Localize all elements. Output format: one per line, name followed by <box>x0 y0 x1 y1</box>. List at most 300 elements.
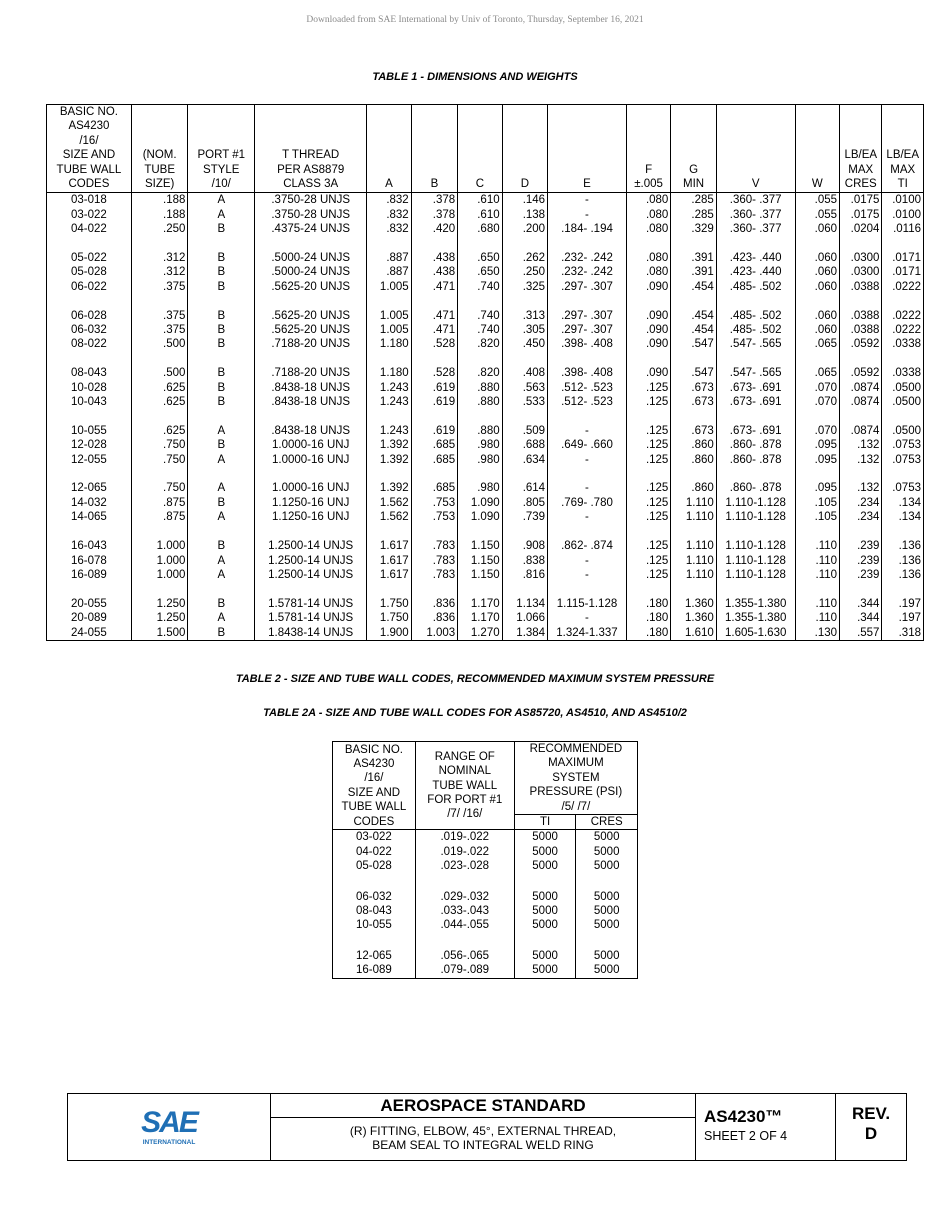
table-cell: A <box>188 510 255 524</box>
table-cell: .138 <box>502 208 547 222</box>
table-cell: 1.750 <box>367 597 411 611</box>
table-cell: .234 <box>840 510 882 524</box>
table-cell: .625 <box>131 381 188 395</box>
table-cell: 5000 <box>514 918 576 932</box>
table-row <box>47 597 924 611</box>
table-cell: .423- .440 <box>716 251 795 265</box>
table-cell: 04-022 <box>47 222 132 236</box>
table-cell: .980 <box>458 481 502 495</box>
table-cell: 1.392 <box>367 453 411 467</box>
column-header: LB/EA MAX CRES <box>840 105 882 193</box>
table-cell: 1.8438-14 UNJS <box>255 626 367 641</box>
table-header-row <box>47 105 924 193</box>
table-cell: .547- .565 <box>716 366 795 380</box>
table-row <box>47 323 924 337</box>
table1-title: TABLE 1 - DIMENSIONS AND WEIGHTS <box>372 71 578 83</box>
column-header: (NOM. TUBE SIZE) <box>131 105 188 193</box>
table-cell: .471 <box>411 309 457 323</box>
table-cell: .673- .691 <box>716 424 795 438</box>
table-cell: B <box>188 309 255 323</box>
table-cell: 1.110 <box>671 568 716 582</box>
table-cell: 1.170 <box>458 597 502 611</box>
table-cell: .250 <box>131 222 188 236</box>
table-cell: 1.617 <box>367 568 411 582</box>
table-cell: .8438-18 UNJS <box>255 424 367 438</box>
table-cell: .095 <box>795 438 839 452</box>
table-cell: .673- .691 <box>716 395 795 409</box>
table-cell: .391 <box>671 251 716 265</box>
table-cell: .375 <box>131 323 188 337</box>
table-row <box>47 626 924 641</box>
header-cres: CRES <box>576 815 638 830</box>
table-cell: - <box>548 193 627 208</box>
table-cell: .305 <box>502 323 547 337</box>
table-cell: .680 <box>458 222 502 236</box>
table-cell: 06-028 <box>47 309 132 323</box>
table-cell: 16-078 <box>47 554 132 568</box>
table-row <box>47 381 924 395</box>
table-row <box>47 193 924 208</box>
table-cell: .125 <box>626 568 670 582</box>
table-cell: .184- .194 <box>548 222 627 236</box>
table-cell: .065 <box>795 337 839 351</box>
column-header: W <box>795 105 839 193</box>
table-cell: .673 <box>671 381 716 395</box>
table-cell: B <box>188 337 255 351</box>
spacer-row <box>47 409 924 423</box>
table-row <box>47 554 924 568</box>
spacer-row <box>333 874 638 890</box>
table-cell: 1.110 <box>671 554 716 568</box>
table-cell: .4375-24 UNJS <box>255 222 367 236</box>
table-cell: .019-.022 <box>415 830 514 845</box>
table-cell: .325 <box>502 280 547 294</box>
table-cell: .070 <box>795 395 839 409</box>
table-cell: .110 <box>795 554 839 568</box>
table-cell: .836 <box>411 611 457 625</box>
table-cell: 1.900 <box>367 626 411 641</box>
table-cell: 24-055 <box>47 626 132 641</box>
table-row <box>47 539 924 553</box>
table-cell: .060 <box>795 265 839 279</box>
table-cell: 1.562 <box>367 496 411 510</box>
table-cell: B <box>188 597 255 611</box>
table-cell: .375 <box>131 309 188 323</box>
table-cell: 5000 <box>514 963 576 978</box>
table-cell: .408 <box>502 366 547 380</box>
table-cell: .239 <box>840 539 882 553</box>
table-cell: .0222 <box>882 280 924 294</box>
table-cell: .423- .440 <box>716 265 795 279</box>
table-cell: .547 <box>671 337 716 351</box>
table-cell: B <box>188 496 255 510</box>
table-cell: .080 <box>626 251 670 265</box>
download-note: Downloaded from SAE International by Univ of Toronto, Thursday, September 16, 2021 <box>306 15 644 25</box>
revision <box>836 1094 906 1160</box>
table-cell: - <box>548 554 627 568</box>
standard-number: AS4230™ <box>704 1107 783 1126</box>
table-cell: .614 <box>502 481 547 495</box>
table-cell: .8438-18 UNJS <box>255 381 367 395</box>
table-cell: A <box>188 453 255 467</box>
table2a-title: TABLE 2A - SIZE AND TUBE WALL CODES FOR AS85720, AS4510, AND AS4510/2 <box>263 707 687 719</box>
table-row <box>47 481 924 495</box>
table-cell: 5000 <box>576 859 638 873</box>
table-row <box>333 904 638 918</box>
table-cell: 1.250 <box>131 611 188 625</box>
table-row <box>47 366 924 380</box>
table-cell: - <box>548 568 627 582</box>
table-cell: 16-089 <box>333 963 416 978</box>
table-cell: .060 <box>795 251 839 265</box>
table-cell: .0100 <box>882 208 924 222</box>
table-cell: .360- .377 <box>716 222 795 236</box>
title-block <box>67 1093 907 1161</box>
table-cell: .753 <box>411 496 457 510</box>
table-cell: 12-065 <box>333 949 416 963</box>
table-cell: B <box>188 438 255 452</box>
table-cell: 5000 <box>514 845 576 859</box>
table-cell: .908 <box>502 539 547 553</box>
column-header: E <box>548 105 627 193</box>
table-cell: 1.110-1.128 <box>716 510 795 524</box>
table-cell: B <box>188 222 255 236</box>
table-cell: .880 <box>458 381 502 395</box>
table-cell: .360- .377 <box>716 193 795 208</box>
column-header: A <box>367 105 411 193</box>
table-cell: .860- .878 <box>716 481 795 495</box>
table-cell: 06-032 <box>47 323 132 337</box>
table-cell: 5000 <box>514 904 576 918</box>
table-cell: .0388 <box>840 309 882 323</box>
table-cell: .285 <box>671 193 716 208</box>
table-cell: .398- .408 <box>548 366 627 380</box>
table-cell: .838 <box>502 554 547 568</box>
table2-title: TABLE 2 - SIZE AND TUBE WALL CODES, RECOMMENDED MAXIMUM SYSTEM PRESSURE <box>235 673 715 685</box>
table-cell: .105 <box>795 496 839 510</box>
table-cell: 20-089 <box>47 611 132 625</box>
table-cell: .095 <box>795 481 839 495</box>
table-cell: .783 <box>411 568 457 582</box>
table-cell: .060 <box>795 323 839 337</box>
table-cell: 1.170 <box>458 611 502 625</box>
spacer-row <box>47 352 924 366</box>
table-cell: .625 <box>131 424 188 438</box>
table-cell: .438 <box>411 265 457 279</box>
table-cell: .0874 <box>840 424 882 438</box>
table-cell: .420 <box>411 222 457 236</box>
table-cell: 10-055 <box>333 918 416 932</box>
table-cell: 08-043 <box>47 366 132 380</box>
table-cell: .438 <box>411 251 457 265</box>
table-cell: 1.360 <box>671 611 716 625</box>
table-cell: 1.000 <box>131 539 188 553</box>
table-cell: .688 <box>502 438 547 452</box>
table-cell: .318 <box>882 626 924 641</box>
table-row <box>47 265 924 279</box>
table-cell: .875 <box>131 496 188 510</box>
table-cell: .060 <box>795 309 839 323</box>
table-cell: .070 <box>795 381 839 395</box>
table-cell: 1.115-1.128 <box>548 597 627 611</box>
table-cell: .125 <box>626 554 670 568</box>
table-cell: 1.110 <box>671 539 716 553</box>
table-cell: .547- .565 <box>716 337 795 351</box>
table-cell: B <box>188 280 255 294</box>
column-header: B <box>411 105 457 193</box>
table-cell: .454 <box>671 309 716 323</box>
table-cell: .619 <box>411 424 457 438</box>
table-cell: .8438-18 UNJS <box>255 395 367 409</box>
table-cell: .090 <box>626 323 670 337</box>
table-cell: 12-028 <box>47 438 132 452</box>
table-cell: 1.605-1.630 <box>716 626 795 641</box>
table-cell: .753 <box>411 510 457 524</box>
table-cell: .344 <box>840 597 882 611</box>
table-cell: 12-065 <box>47 481 132 495</box>
table-cell: .820 <box>458 366 502 380</box>
table-cell: 1.2500-14 UNJS <box>255 568 367 582</box>
table-cell: .019-.022 <box>415 845 514 859</box>
table-cell: .090 <box>626 366 670 380</box>
table-cell: .080 <box>626 193 670 208</box>
table-cell: 5000 <box>514 949 576 963</box>
table-cell: .125 <box>626 453 670 467</box>
table-row <box>47 208 924 222</box>
table-cell: .887 <box>367 251 411 265</box>
table-cell: .0175 <box>840 208 882 222</box>
table-row <box>47 395 924 409</box>
table-cell: 1.110-1.128 <box>716 568 795 582</box>
table-cell: .980 <box>458 438 502 452</box>
table-cell: .860 <box>671 481 716 495</box>
table-cell: .132 <box>840 438 882 452</box>
table-cell: .0753 <box>882 481 924 495</box>
table-cell: 1.003 <box>411 626 457 641</box>
table-cell: 1.384 <box>502 626 547 641</box>
table-row <box>333 845 638 859</box>
table-cell: .512- .523 <box>548 395 627 409</box>
table-cell: .250 <box>502 265 547 279</box>
table-cell: .125 <box>626 438 670 452</box>
spacer-row <box>47 294 924 308</box>
table-cell: .485- .502 <box>716 309 795 323</box>
table-cell: B <box>188 539 255 553</box>
table-cell: .0388 <box>840 280 882 294</box>
table-cell: 1.150 <box>458 554 502 568</box>
table-cell: 04-022 <box>333 845 416 859</box>
table-cell: .500 <box>131 366 188 380</box>
table-cell: .312 <box>131 265 188 279</box>
table-cell: .232- .242 <box>548 265 627 279</box>
table-cell: .860 <box>671 453 716 467</box>
table-cell: 1.0000-16 UNJ <box>255 438 367 452</box>
table-cell: 5000 <box>576 963 638 978</box>
table-cell: 1.392 <box>367 438 411 452</box>
table-cell: 12-055 <box>47 453 132 467</box>
table-cell: 1.750 <box>367 611 411 625</box>
table-row <box>333 890 638 904</box>
table-cell: .262 <box>502 251 547 265</box>
table-cell: 1.243 <box>367 395 411 409</box>
table-cell: .105 <box>795 510 839 524</box>
table-cell: - <box>548 611 627 625</box>
table-cell: 1.2500-14 UNJS <box>255 554 367 568</box>
table-cell: .619 <box>411 381 457 395</box>
table-cell: 5000 <box>576 845 638 859</box>
table-cell: .056-.065 <box>415 949 514 963</box>
table-cell: 1.110-1.128 <box>716 539 795 553</box>
table-cell: 1.360 <box>671 597 716 611</box>
table-cell: .880 <box>458 395 502 409</box>
table-cell: B <box>188 381 255 395</box>
table-cell: .783 <box>411 539 457 553</box>
table-cell: .0300 <box>840 251 882 265</box>
table-cell: .239 <box>840 568 882 582</box>
table-cell: .136 <box>882 568 924 582</box>
part-description: (R) FITTING, ELBOW, 45°, EXTERNAL THREAD, BEAM SEAL TO INTEGRAL WELD RING <box>349 1124 617 1152</box>
table-cell: A <box>188 554 255 568</box>
header-range: RANGE OF NOMINAL TUBE WALL FOR PORT #1 /7/ /16/ <box>415 742 514 830</box>
table-cell: .055 <box>795 208 839 222</box>
table-cell: .750 <box>131 438 188 452</box>
table-row <box>333 830 638 845</box>
pressure-table <box>332 741 638 979</box>
table-cell: 1.150 <box>458 539 502 553</box>
table-cell: .0753 <box>882 453 924 467</box>
column-header: V <box>716 105 795 193</box>
table-cell: 1.1250-16 UNJ <box>255 496 367 510</box>
table-cell: .0388 <box>840 323 882 337</box>
table-cell: .750 <box>131 481 188 495</box>
table-cell: .125 <box>626 496 670 510</box>
table-cell: .180 <box>626 597 670 611</box>
table-cell: .080 <box>626 208 670 222</box>
table-row <box>47 611 924 625</box>
table-cell: .625 <box>131 395 188 409</box>
table-cell: 5000 <box>576 949 638 963</box>
spacer-row <box>47 467 924 481</box>
table-cell: 5000 <box>576 918 638 932</box>
table-cell: 1.180 <box>367 366 411 380</box>
table-cell: .500 <box>131 337 188 351</box>
table-cell: .528 <box>411 366 457 380</box>
table-cell: .090 <box>626 280 670 294</box>
table-cell: .563 <box>502 381 547 395</box>
table-cell: .820 <box>458 337 502 351</box>
table-cell: 5000 <box>576 830 638 845</box>
table-cell: .3750-28 UNJS <box>255 193 367 208</box>
table-cell: .130 <box>795 626 839 641</box>
column-header: T THREAD PER AS8879 CLASS 3A <box>255 105 367 193</box>
table-cell: 1.180 <box>367 337 411 351</box>
table-cell: 1.110 <box>671 510 716 524</box>
table-cell: .033-.043 <box>415 904 514 918</box>
table-row <box>333 963 638 978</box>
table-row <box>333 949 638 963</box>
table-cell: .0171 <box>882 265 924 279</box>
table-cell: 1.250 <box>131 597 188 611</box>
table-cell: .610 <box>458 208 502 222</box>
header-ti: TI <box>514 815 576 830</box>
table-cell: .0500 <box>882 395 924 409</box>
table-cell: .0171 <box>882 251 924 265</box>
table-cell: - <box>548 510 627 524</box>
table-cell: 5000 <box>576 904 638 918</box>
column-header: LB/EA MAX TI <box>882 105 924 193</box>
table-cell: .509 <box>502 424 547 438</box>
table-cell: 1.617 <box>367 554 411 568</box>
table-cell: 16-089 <box>47 568 132 582</box>
table-cell: .980 <box>458 453 502 467</box>
table-cell: 03-022 <box>333 830 416 845</box>
table-cell: .862- .874 <box>548 539 627 553</box>
table-cell: 05-022 <box>47 251 132 265</box>
table-cell: .528 <box>411 337 457 351</box>
table-row <box>47 453 924 467</box>
table-cell: A <box>188 611 255 625</box>
spacer-row <box>47 525 924 539</box>
table-cell: .297- .307 <box>548 323 627 337</box>
table-cell: .110 <box>795 539 839 553</box>
table-cell: .391 <box>671 265 716 279</box>
table-cell: .110 <box>795 597 839 611</box>
table-cell: .783 <box>411 554 457 568</box>
table-cell: 1.392 <box>367 481 411 495</box>
column-header: F ±.005 <box>626 105 670 193</box>
table-cell: .297- .307 <box>548 280 627 294</box>
table-cell: B <box>188 323 255 337</box>
table-cell: .197 <box>882 597 924 611</box>
table-cell: 1.000 <box>131 554 188 568</box>
spacer-row <box>333 933 638 949</box>
table-cell: .344 <box>840 611 882 625</box>
table-cell: A <box>188 568 255 582</box>
table-cell: .132 <box>840 453 882 467</box>
table-cell: .673 <box>671 424 716 438</box>
table-cell: .125 <box>626 510 670 524</box>
table-cell: - <box>548 481 627 495</box>
table-cell: .375 <box>131 280 188 294</box>
table-cell: 05-028 <box>47 265 132 279</box>
table-cell: 1.090 <box>458 510 502 524</box>
table-cell: .060 <box>795 222 839 236</box>
table-cell: 1.110-1.128 <box>716 496 795 510</box>
table-cell: 06-032 <box>333 890 416 904</box>
table-cell: 1.0000-16 UNJ <box>255 481 367 495</box>
table-cell: .454 <box>671 280 716 294</box>
table-cell: .0204 <box>840 222 882 236</box>
table-cell: .125 <box>626 381 670 395</box>
table-cell: .090 <box>626 309 670 323</box>
table-row <box>333 918 638 932</box>
table-cell: 1.500 <box>131 626 188 641</box>
table-cell: B <box>188 265 255 279</box>
table-cell: .0222 <box>882 309 924 323</box>
table-cell: .512- .523 <box>548 381 627 395</box>
table-cell: .378 <box>411 208 457 222</box>
table-cell: 1.005 <box>367 323 411 337</box>
table-cell: .0592 <box>840 366 882 380</box>
table-cell: .769- .780 <box>548 496 627 510</box>
table-cell: 10-043 <box>47 395 132 409</box>
table-cell: 1.134 <box>502 597 547 611</box>
table-cell: .750 <box>131 453 188 467</box>
table-cell: .634 <box>502 453 547 467</box>
column-header: PORT #1 STYLE /10/ <box>188 105 255 193</box>
table-cell: .044-.055 <box>415 918 514 932</box>
table-row <box>47 568 924 582</box>
